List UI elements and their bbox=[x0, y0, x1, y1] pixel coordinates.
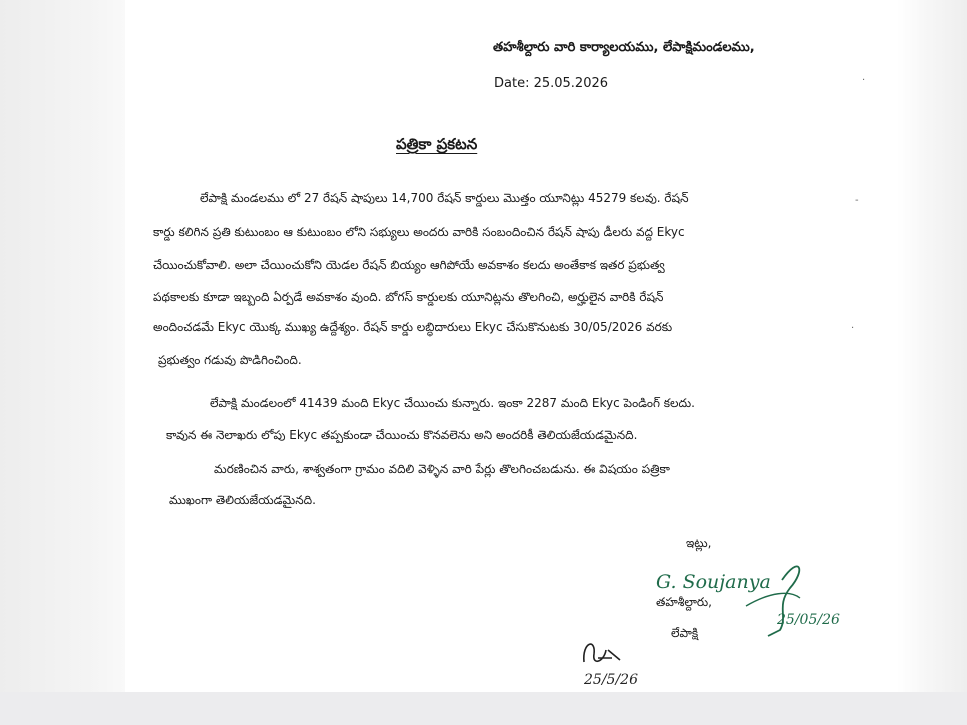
body-line: ముఖంగా తెలియజేయడమైనది. bbox=[169, 493, 316, 507]
margin-mark: - bbox=[855, 195, 859, 206]
margin-mark: . bbox=[862, 72, 866, 83]
office-address: తహశీల్దారు వారి కార్యాలయము, లేపాక్షిమండలము, bbox=[493, 40, 755, 55]
designation-text: తహశీల్దారు, bbox=[656, 595, 712, 609]
signature-name: G. Soujanya bbox=[656, 571, 771, 593]
page-shadow-right bbox=[897, 0, 967, 692]
margin-mark: . bbox=[851, 320, 855, 331]
initials-mark bbox=[578, 632, 668, 692]
place-text: లేపాక్షి bbox=[671, 626, 699, 640]
body-line: ప్రభుత్వం గడువు పొడిగించింది. bbox=[158, 353, 302, 367]
body-line: చేయించుకోవాలి. అలా చేయించుకోని యెడల రేషన్ బియ్యం ఆగిపోయే అవకాశం కలదు అంతేకాక ఇతర ప్రభుత్వ bbox=[153, 258, 665, 272]
initials-date: 25/5/26 bbox=[584, 672, 638, 688]
body-line: మరణించిన వారు, శాశ్వతంగా గ్రామం వదిలి వెళ్ళిన వారి పేర్లు తొలగించబడును. ఈ విషయం పత్రికా bbox=[214, 462, 670, 476]
signed-date-mark bbox=[775, 604, 865, 634]
body-line: పథకాలకు కూడా ఇబ్బంది ఏర్పడే అవకాశం వుంది. బోగస్ కార్డులకు యూనిట్లను తొలగించి, అర్హులైన వారికి రేషన్ bbox=[153, 290, 664, 304]
document-date: Date: 25.05.2026 bbox=[494, 76, 609, 91]
body-line: లేపాక్షి మండలము లో 27 రేషన్ షాపులు 14,700 రేషన్ కార్డులు మొత్తం యూనిట్లు 45279 కలవు. రేషన్ bbox=[200, 191, 689, 205]
body-line: కార్డు కలిగిన ప్రతి కుటుంబం ఆ కుటుంబం లోని సభ్యులు అందరు వారికి సంబందించిన రేషన్ షాపు డీలరు వద్ద Ekyc bbox=[153, 225, 685, 239]
page-shadow-left bbox=[0, 0, 125, 692]
body-line: కావున ఈ నెలాఖరు లోపు Ekyc తప్పకుండా చేయించు కొనవలెను అని అందరికీ తెలియజేయడమైనది. bbox=[166, 428, 638, 442]
closing-text: ఇట్లు, bbox=[686, 536, 712, 550]
signed-date: 25/05/26 bbox=[777, 612, 840, 628]
viewer-background bbox=[0, 692, 967, 725]
document-title: పత్రికా ప్రకటన bbox=[396, 135, 478, 153]
body-line: అందించడమే Ekyc యొక్క ముఖ్య ఉద్దేశ్యం. రేషన్ కార్డు లబ్ధిదారులు Ekyc చేసుకొనుటకు 30/05/2026 వరకు bbox=[153, 320, 673, 334]
body-line: లేపాక్షి మండలంలో 41439 మంది Ekyc చేయించు కున్నారు. ఇంకా 2287 మంది Ekyc పెండింగ్ కలదు. bbox=[210, 396, 695, 410]
